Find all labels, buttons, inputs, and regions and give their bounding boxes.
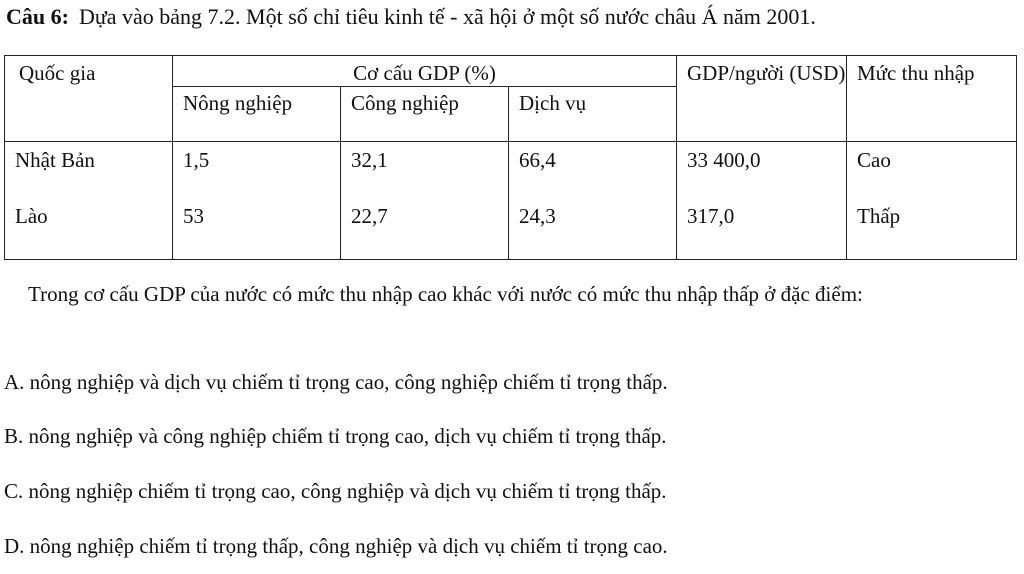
header-agriculture: Nông nghiệp — [173, 87, 341, 142]
table-body-row — [5, 142, 1017, 260]
question-prompt: Trong cơ cấu GDP của nước có mức thu nhập cao khác với nước có mức thu nhập thấp ở đặc điểm: — [28, 282, 863, 306]
question-text: Dựa vào bảng 7.2. Một số chỉ tiêu kinh tế - xã hội ở một số nước châu Á năm 2001. — [78, 4, 816, 29]
header-gdp-per-capita: GDP/người (USD) — [677, 56, 847, 142]
header-country: Quốc gia — [5, 56, 173, 142]
table-cell: Thấp — [857, 204, 901, 228]
agriculture-column — [173, 142, 341, 260]
option-c[interactable]: C. nông nghiệp chiếm tỉ trọng cao, công nghiệp và dịch vụ chiếm tỉ trọng thấp. — [4, 479, 667, 503]
industry-column — [341, 142, 509, 260]
table-cell: 53 — [183, 204, 204, 228]
data-table — [4, 55, 1017, 260]
table-cell: Cao — [857, 148, 891, 172]
option-a[interactable]: A. nông nghiệp và dịch vụ chiếm tỉ trọng cao, công nghiệp chiếm tỉ trọng thấp. — [4, 370, 668, 394]
table-cell: 33 400,0 — [687, 148, 761, 172]
country-column — [5, 142, 173, 260]
gdp-per-capita-column — [677, 142, 847, 260]
table-cell: 1,5 — [183, 148, 210, 172]
table-cell: Nhật Bản — [15, 148, 95, 172]
table-cell: 22,7 — [351, 204, 388, 228]
table-cell: 32,1 — [351, 148, 388, 172]
table-cell: Lào — [15, 204, 48, 228]
option-d[interactable]: D. nông nghiệp chiếm tỉ trọng thấp, công nghiệp và dịch vụ chiếm tỉ trọng cao. — [4, 534, 668, 558]
services-column — [509, 142, 677, 260]
option-b[interactable]: B. nông nghiệp và công nghiệp chiếm tỉ trọng cao, dịch vụ chiếm tỉ trọng thấp. — [4, 424, 667, 448]
header-income-level: Mức thu nhập — [847, 56, 1017, 142]
income-level-column — [847, 142, 1017, 260]
table-cell: 24,3 — [519, 204, 556, 228]
table-cell: 317,0 — [687, 204, 735, 228]
question-header — [6, 3, 816, 31]
question-label: Câu 6: — [6, 4, 69, 29]
header-services: Dịch vụ — [509, 87, 677, 142]
table-cell: 66,4 — [519, 148, 556, 172]
header-industry: Công nghiệp — [341, 87, 509, 142]
header-gdp-structure: Cơ cấu GDP (%) — [173, 56, 677, 87]
